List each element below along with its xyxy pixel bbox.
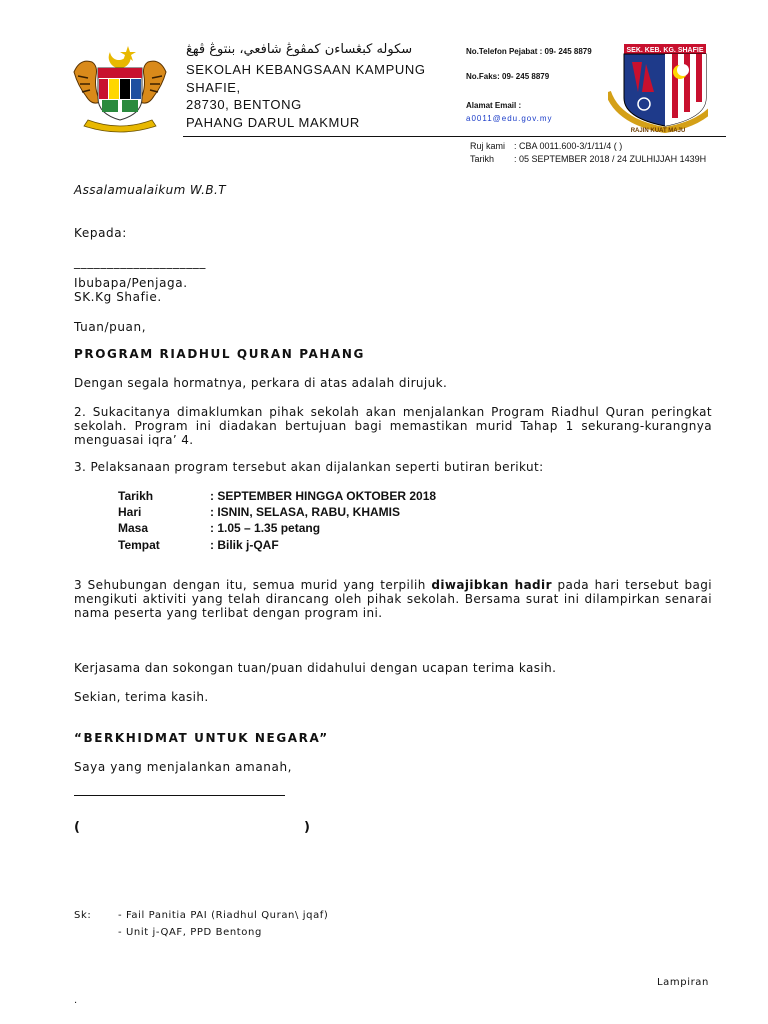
school-name-jawi: سکوله کبڠساءن کمڤوڠ شافعي، بنتوڠ ڤهڠ [186,42,413,57]
motto: “BERKHIDMAT UNTUK NEGARA” [74,731,329,745]
detail-row-time [118,521,518,537]
cc-label: Sk: [74,910,92,921]
cc-item: - Fail Panitia PAI (Riadhul Quran\ jqaf) [118,910,329,921]
paragraph-5: Kerjasama dan sokongan tuan/puan didahului dengan ucapan terima kasih. [74,661,557,675]
detail-row-place [118,538,518,554]
letter-date [470,154,706,164]
signature-intro: Saya yang menjalankan amanah, [74,760,293,774]
reference-number [470,141,622,151]
detail-label: Masa [118,521,149,535]
cc-item: - Unit j-QAF, PPD Bentong [118,927,262,938]
attachment-label: Lampiran [657,977,709,988]
detail-label: Tempat [118,538,160,552]
coat-of-arms-logo [66,42,174,134]
signatory-bracket-open: ( [74,820,80,835]
salutation: Tuan/puan, [74,320,147,334]
date-label: Tarikh [470,154,495,164]
header-divider [183,136,726,137]
school-crest-logo [608,42,708,134]
school-state: PAHANG DARUL MAKMUR [186,115,360,130]
detail-label: Hari [118,505,142,519]
trailing-dot: . [74,995,78,1006]
greeting: Assalamualaikum W.B.T [74,183,226,197]
recipient-school: SK.Kg Shafie. [74,290,162,304]
paragraph-1: Dengan segala hormatnya, perkara di atas adalah dirujuk. [74,376,448,390]
detail-value: : ISNIN, SELASA, RABU, KHAMIS [210,505,401,519]
detail-value: : SEPTEMBER HINGGA OKTOBER 2018 [210,489,437,503]
date-value: : 05 SEPTEMBER 2018 / 24 ZULHIJJAH 1439H [514,154,707,164]
recipient-blank-line: ____________________ [74,255,206,269]
office-phone: No.Telefon Pejabat : 09- 245 8879 [466,47,592,56]
paragraph-2: 2. Sukacitanya dimaklumkan pihak sekolah akan menjalankan Program Riadhul Quran peringkat sekolah. Program ini diadakan bertujuan bagi memastikan murid Tahap 1 sekurang-kurangnya menguasai iqra’ 4. [74,405,712,447]
crest-motto: RAJIN KUAT MAJU [630,128,686,134]
paragraph-4 [74,578,712,620]
reference-label: Ruj kami [470,141,506,151]
fax-number: No.Faks: 09- 245 8879 [466,72,550,81]
detail-label: Tarikh [118,489,154,503]
paragraph-4-emphasis: diwajibkan hadir [431,578,552,592]
recipient-parents: Ibubapa/Penjaga. [74,276,188,290]
detail-row-days [118,505,518,521]
school-name-line-2: SHAFIE, [186,80,241,95]
paragraph-4-start: 3 Sehubungan dengan itu, semua murid yang terpilih [74,578,432,592]
closing: Sekian, terima kasih. [74,690,209,704]
email-address[interactable]: a0011@edu.gov.my [466,114,553,123]
paragraph-3: 3. Pelaksanaan program tersebut akan dijalankan seperti butiran berikut: [74,460,544,474]
detail-value: : 1.05 – 1.35 petang [210,521,321,535]
reference-value: : CBA 0011.600-3/1/11/4 ( ) [514,141,623,151]
detail-row-date [118,489,518,505]
to-label: Kepada: [74,226,127,240]
signatory-bracket-close: ) [304,820,310,835]
letter-subject: PROGRAM RIADHUL QURAN PAHANG [74,347,365,361]
school-postcode-town: 28730, BENTONG [186,97,302,112]
crest-text: SEK. KEB. KG. SHAFIE [626,47,704,54]
email-label: Alamat Email : [466,101,522,110]
detail-value: : Bilik j-QAF [210,538,279,552]
signature-line [74,795,285,796]
paragraph-4-end: pada hari tersebut bagi mengikuti aktiviti yang telah dirancang oleh pihak sekolah. Bersama surat ini dilampirkan senarai nama peserta yang terlibat dengan program ini. [74,578,712,620]
school-name-line-1: SEKOLAH KEBANGSAAN KAMPUNG [186,62,426,77]
